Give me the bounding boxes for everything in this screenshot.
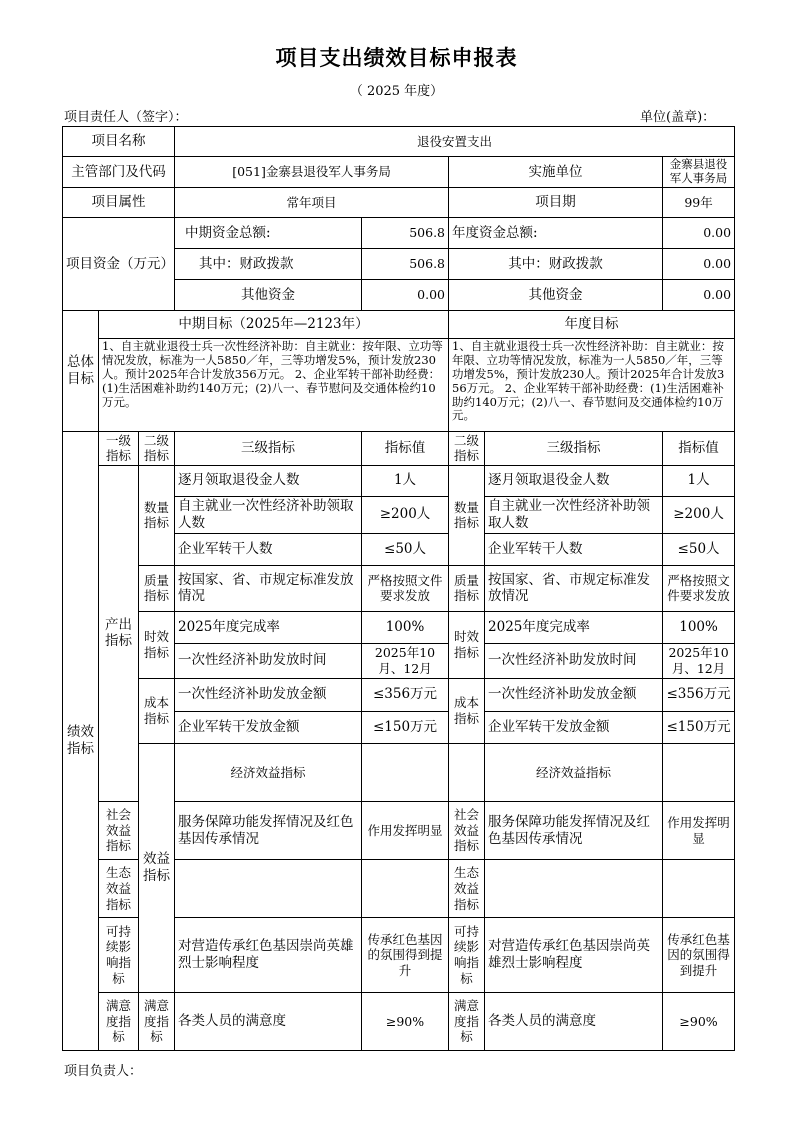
year-econ-name: [663, 743, 735, 801]
year-c1-value: ≤356万元: [663, 678, 735, 711]
mid-other-value: 0.00: [362, 280, 449, 311]
year-su1-name: 对营造传承红色基因崇尚英雄烈士影响程度: [485, 918, 663, 992]
dept-value: [051]金寨县退役军人事务局: [175, 157, 449, 188]
mid-q2-name: 自主就业一次性经济补助领取人数: [175, 496, 362, 533]
mid-t2-value: 2025年10月、12月: [362, 644, 449, 678]
year-total-value: 0.00: [663, 217, 735, 248]
year-t1-name: 2025年度完成率: [485, 612, 663, 644]
unit-seal-label: 单位(盖章)：: [640, 110, 716, 125]
year-other-label: 其他资金: [449, 280, 663, 311]
mid-su1-value: 传承红色基因的氛围得到提升: [362, 918, 449, 992]
year-fiscal-label: 其中：财政拨款: [449, 249, 663, 280]
impl-unit-value: 金寨县退役军人事务局: [663, 157, 735, 188]
mid-goal-text: 1、自主就业退役士兵一次性经济补助：自主就业：按年限、立功等情况发放，标准为一人5850／年，三等功增发5%，预计发放230人。预计2025年合计发放356万元。 2、企业军转干部补助经费：(1)生活困难补助约140万元；(2)八一、春节慰问及交通体检约10万元。: [99, 339, 449, 431]
year-other-value: 0.00: [663, 280, 735, 311]
mid-s1-name: 服务保障功能发挥情况及红色基因传承情况: [175, 801, 362, 859]
performance-goal-table: [62, 126, 735, 1051]
mid-q3-value: ≤50人: [362, 533, 449, 565]
overall-goal-label: 总体目标: [63, 311, 99, 431]
level3-header-year: 三级指标: [485, 431, 663, 465]
mid-eco-value: [362, 860, 449, 918]
mid-c2-value: ≤150万元: [362, 711, 449, 743]
sustainable-indicator-year: 可持续影响指标: [449, 918, 485, 992]
year-eco-name: [485, 860, 663, 918]
year-q2-name: 自主就业一次性经济补助领取人数: [485, 496, 663, 533]
responsible-signature-label: 项目责任人（签字）：: [64, 110, 188, 125]
impl-unit-label: 实施单位: [449, 157, 663, 188]
mid-other-label: 其他资金: [175, 280, 362, 311]
project-period-label: 项目期: [449, 187, 663, 217]
year-eco-value: [663, 860, 735, 918]
year-goal-text: 1、自主就业退役士兵一次性经济补助：自主就业：按年限、立功等情况发放，标准为一人5850／年，三等功增发5%，预计发放230人。预计2025年合计发放356万元。 2、企业军转干部补助经费：(1)生活困难补助约140万元；(2)八一、春节慰问及交通体检约10万元。: [449, 339, 735, 431]
mid-eco-name: [175, 860, 362, 918]
year-goal-header: 年度目标: [449, 311, 735, 339]
quantity-indicator-mid: 数量指标: [139, 465, 175, 565]
economic-indicator-mid: 经济效益指标: [175, 743, 362, 801]
mid-su1-name: 对营造传承红色基因崇尚英雄烈士影响程度: [175, 918, 362, 992]
project-name-value: 退役安置支出: [175, 127, 735, 157]
year-su1-value: 传承红色基因的氛围得到提升: [663, 918, 735, 992]
year-sa1-name: 各类人员的满意度: [485, 992, 663, 1050]
project-period-value: 99年: [663, 187, 735, 217]
year-s1-name: 服务保障功能发挥情况及红色基因传承情况: [485, 801, 663, 859]
level2-header-year: 二级指标: [449, 431, 485, 465]
mid-total-label: 中期资金总额:: [175, 217, 362, 248]
value-header-year: 指标值: [663, 431, 735, 465]
sustainable-indicator-mid: 可持续影响指标: [99, 918, 139, 992]
cost-indicator-mid: 成本指标: [139, 678, 175, 743]
mid-fiscal-label: 其中：财政拨款: [175, 249, 362, 280]
year-t2-value: 2025年10月、12月: [663, 644, 735, 678]
mid-t1-value: 100%: [362, 612, 449, 644]
quantity-indicator-year: 数量指标: [449, 465, 485, 565]
year-subtitle: （ 2025 年度）: [349, 84, 444, 99]
project-lead-label: 项目负责人：: [64, 1064, 143, 1079]
mid-fiscal-value: 506.8: [362, 249, 449, 280]
project-funds-label: 项目资金（万元）: [63, 217, 175, 310]
benefit-indicator-label: 效益指标: [139, 743, 175, 992]
mid-q2-value: ≥200人: [362, 496, 449, 533]
project-attr-value: 常年项目: [175, 187, 449, 217]
cost-indicator-year: 成本指标: [449, 678, 485, 743]
satisfaction-indicator-mid: 满意度指标: [139, 992, 175, 1050]
project-name-label: 项目名称: [63, 127, 175, 157]
mid-total-value: 506.8: [362, 217, 449, 248]
mid-c2-name: 企业军转干发放金额: [175, 711, 362, 743]
year-ql1-name: 按国家、省、市规定标准发放情况: [485, 565, 663, 611]
mid-t2-name: 一次性经济补助发放时间: [175, 644, 362, 678]
year-q3-value: ≤50人: [663, 533, 735, 565]
satisfaction-indicator-year: 满意度指标: [449, 992, 485, 1050]
year-c2-value: ≤150万元: [663, 711, 735, 743]
ecological-indicator-year: 生态效益指标: [449, 860, 485, 918]
mid-econ-value: [449, 743, 485, 801]
year-t1-value: 100%: [663, 612, 735, 644]
year-c2-name: 企业军转干发放金额: [485, 711, 663, 743]
page-title: 项目支出绩效目标申报表: [275, 45, 518, 70]
mid-q1-value: 1人: [362, 465, 449, 496]
level3-header-mid: 三级指标: [175, 431, 362, 465]
mid-goal-header: 中期目标（2025年—2123年）: [99, 311, 449, 339]
social-indicator-mid: 社会效益指标: [99, 801, 139, 859]
year-s1-value: 作用发挥明显: [663, 801, 735, 859]
project-attr-label: 项目属性: [63, 187, 175, 217]
output-indicator-label: 产出指标: [99, 465, 139, 801]
mid-c1-name: 一次性经济补助发放金额: [175, 678, 362, 711]
year-total-label: 年度资金总额:: [449, 217, 663, 248]
year-t2-name: 一次性经济补助发放时间: [485, 644, 663, 678]
quality-indicator-mid: 质量指标: [139, 565, 175, 611]
year-q1-name: 逐月领取退役金人数: [485, 465, 663, 496]
level2-header-mid: 二级指标: [139, 431, 175, 465]
satisfaction-indicator-label: 满意度指标: [99, 992, 139, 1050]
mid-ql1-name: 按国家、省、市规定标准发放情况: [175, 565, 362, 611]
year-sa1-value: ≥90%: [663, 992, 735, 1050]
value-header-mid: 指标值: [362, 431, 449, 465]
year-q3-name: 企业军转干人数: [485, 533, 663, 565]
quality-indicator-year: 质量指标: [449, 565, 485, 611]
year-ql1-value: 严格按照文件要求发放: [663, 565, 735, 611]
dept-label: 主管部门及代码: [63, 157, 175, 188]
social-indicator-year: 社会效益指标: [449, 801, 485, 859]
performance-indicator-label: 绩效指标: [63, 431, 99, 1050]
year-q1-value: 1人: [663, 465, 735, 496]
year-q2-value: ≥200人: [663, 496, 735, 533]
year-fiscal-value: 0.00: [663, 249, 735, 280]
year-c1-name: 一次性经济补助发放金额: [485, 678, 663, 711]
mid-t1-name: 2025年度完成率: [175, 612, 362, 644]
mid-ql1-value: 严格按照文件要求发放: [362, 565, 449, 611]
ecological-indicator-mid: 生态效益指标: [99, 860, 139, 918]
mid-q3-name: 企业军转干人数: [175, 533, 362, 565]
timeliness-indicator-mid: 时效指标: [139, 612, 175, 678]
mid-sa1-name: 各类人员的满意度: [175, 992, 362, 1050]
mid-q1-name: 逐月领取退役金人数: [175, 465, 362, 496]
timeliness-indicator-year: 时效指标: [449, 612, 485, 678]
mid-c1-value: ≤356万元: [362, 678, 449, 711]
mid-sa1-value: ≥90%: [362, 992, 449, 1050]
economic-indicator-year: 经济效益指标: [485, 743, 663, 801]
mid-econ-name: [362, 743, 449, 801]
mid-s1-value: 作用发挥明显: [362, 801, 449, 859]
level1-header: 一级指标: [99, 431, 139, 465]
